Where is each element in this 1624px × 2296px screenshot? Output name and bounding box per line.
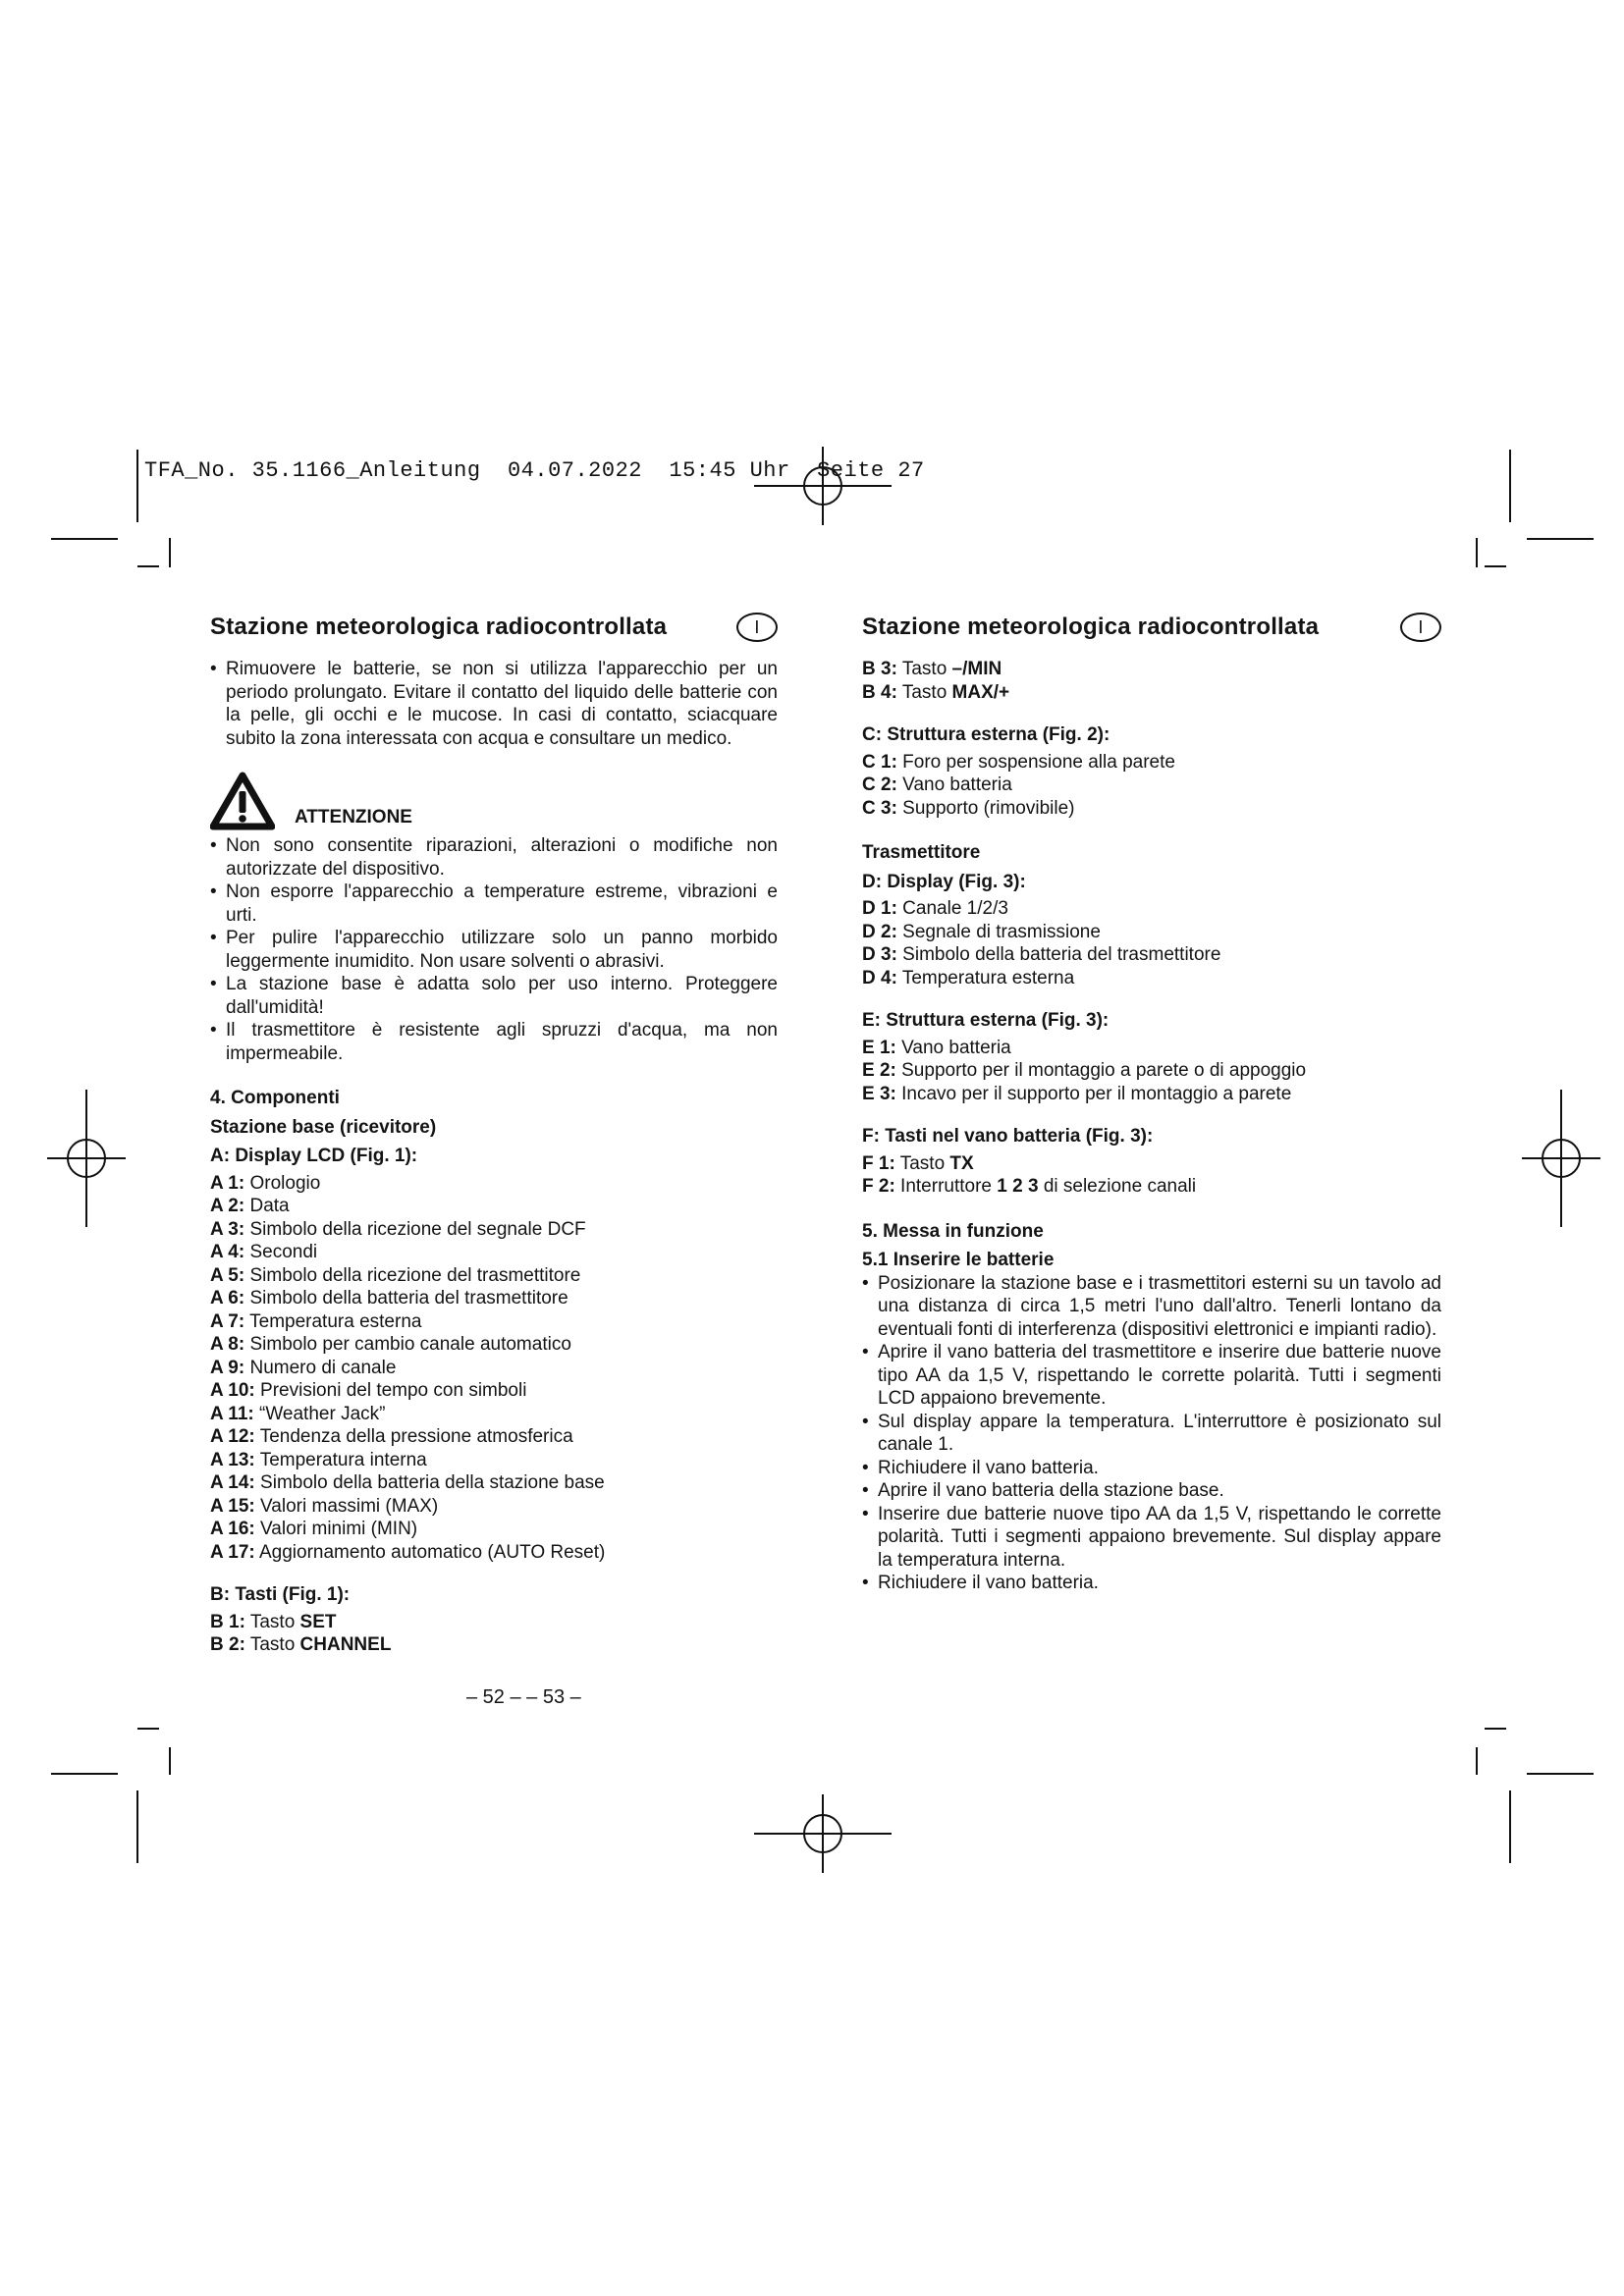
item-text: Temperatura esterna [244, 1310, 422, 1332]
item-text: Simbolo per cambio canale automatico [244, 1334, 571, 1355]
item-key-name: MAX/+ [951, 681, 1010, 703]
item-code: A 12: [210, 1426, 255, 1447]
item-text: Segnale di trasmissione [896, 921, 1101, 942]
list-item [210, 1425, 778, 1449]
list-item [210, 1195, 778, 1218]
item-code: F 2: [862, 1176, 895, 1197]
item-code: D 3: [862, 944, 897, 965]
item-text: Vano batteria [896, 774, 1012, 795]
list-item [210, 1471, 778, 1495]
item-key-name: TX [949, 1152, 974, 1174]
item-code: B 4: [862, 681, 897, 703]
warning-bullet: • La stazione base è adatta solo per uso interno. Proteggere dall'umidità! [210, 973, 778, 1019]
list-item [862, 1083, 1441, 1106]
subsection-heading-base-station: Stazione base (ricevitore) [210, 1116, 437, 1138]
registration-mark-top [754, 447, 892, 525]
item-code: A 4: [210, 1242, 245, 1262]
item-text: Tasto [244, 1634, 300, 1655]
left-page-column [210, 611, 778, 1657]
item-text: Tasto [244, 1611, 300, 1632]
list-item [210, 1172, 778, 1196]
group-heading-e: E: Struttura esterna (Fig. 3): [862, 1010, 1110, 1031]
list-item [862, 897, 1441, 921]
item-code: A 1: [210, 1172, 245, 1194]
item-text-tail: di selezione canali [1038, 1176, 1197, 1197]
item-text: Temperatura esterna [896, 967, 1075, 988]
item-text: Supporto per il montaggio a parete o di appoggio [895, 1060, 1307, 1081]
list-item [862, 774, 1441, 797]
item-code: C 2: [862, 774, 897, 795]
crop-mark-bottom-right-tick-v [1476, 1747, 1478, 1775]
setup-bullet: • Inserire due batterie nuove tipo AA da 1,5 V, rispettando le corrette polarità. Tutti i segmenti appaiono brevemente. Sul display appare la temperatura interna. [862, 1503, 1441, 1573]
item-code: E 2: [862, 1060, 896, 1081]
item-code: C 3: [862, 797, 897, 819]
list-item [210, 1449, 778, 1472]
item-text: Tasto [896, 659, 952, 679]
group-heading-a: A: Display LCD (Fig. 1): [210, 1146, 418, 1166]
list-item [862, 921, 1441, 944]
page-title-right-text: Stazione meteorologica radiocontrollata [862, 614, 1320, 640]
list-item [862, 658, 1441, 681]
item-text: Simbolo della batteria del trasmettitore [896, 944, 1221, 965]
registration-mark-right [1522, 1090, 1600, 1227]
list-item [210, 1379, 778, 1403]
crop-mark-top-left-tick [169, 538, 171, 567]
item-code: A 3: [210, 1218, 245, 1240]
warning-label: ATTENZIONE [295, 806, 412, 828]
language-badge-right: I [1400, 613, 1441, 642]
item-code: A 11: [210, 1403, 254, 1424]
item-code: A 14: [210, 1472, 255, 1493]
item-code: A 6: [210, 1288, 245, 1308]
item-code: B 3: [862, 659, 897, 679]
item-text: Canale 1/2/3 [896, 898, 1008, 919]
crop-mark-top-right-h [1527, 538, 1594, 540]
item-text: Simbolo della ricezione del trasmettitore [244, 1264, 581, 1286]
item-text: Simbolo della ricezione del segnale DCF [244, 1218, 586, 1240]
item-key-name: 1 2 3 [997, 1176, 1039, 1197]
list-item [210, 1218, 778, 1242]
item-text: Simbolo della batteria della stazione base [254, 1472, 605, 1493]
item-code: B 2: [210, 1634, 245, 1655]
list-item [862, 797, 1441, 821]
item-code: A 9: [210, 1357, 245, 1378]
group-heading-f: F: Tasti nel vano batteria (Fig. 3): [862, 1126, 1154, 1147]
crop-mark-top-right-tick [1476, 538, 1478, 567]
setup-bullet: • Richiudere il vano batteria. [862, 1572, 1441, 1595]
item-code: D 1: [862, 898, 897, 919]
item-text: Tasto [894, 1152, 950, 1174]
item-text: Aggiornamento automatico (AUTO Reset) [254, 1541, 606, 1563]
page-title-left [210, 611, 778, 644]
heading-transmitter: Trasmettitore [862, 842, 981, 863]
list-item [210, 1495, 778, 1519]
crop-mark-bottom-left-tick [137, 1728, 159, 1730]
list-item [210, 1264, 778, 1288]
crop-mark-top-left-v [136, 450, 138, 522]
warning-bullet: • Non sono consentite riparazioni, alterazioni o modifiche non autorizzate del dispositivo. [210, 834, 778, 881]
item-text: Data [244, 1196, 290, 1216]
item-text: Tendenza della pressione atmosferica [254, 1426, 573, 1447]
item-code: A 2: [210, 1196, 245, 1216]
setup-bullet: • Richiudere il vano batteria. [862, 1457, 1441, 1480]
group-heading-b: B: Tasti (Fig. 1): [210, 1584, 351, 1605]
item-text: “Weather Jack” [253, 1403, 386, 1424]
crop-mark-bottom-right-h [1527, 1773, 1594, 1775]
item-text: Supporto (rimovibile) [896, 797, 1075, 819]
list-item [210, 1541, 778, 1565]
item-code: A 8: [210, 1334, 245, 1355]
registration-mark-left [47, 1090, 126, 1227]
list-item [210, 1287, 778, 1310]
warning-bullet: • Per pulire l'apparecchio utilizzare solo un panno morbido leggermente inumidito. Non usare solventi o abrasivi. [210, 927, 778, 973]
group-a-list [210, 1172, 778, 1565]
item-code: A 7: [210, 1310, 245, 1332]
section-heading-components: 4. Componenti [210, 1088, 340, 1108]
item-text: Numero di canale [244, 1357, 397, 1378]
crop-mark-top-right-tick2 [1485, 565, 1506, 567]
registration-mark-bottom [754, 1794, 892, 1873]
list-item [862, 1175, 1441, 1199]
warning-bullet: • Il trasmettitore è resistente agli spruzzi d'acqua, ma non impermeabile. [210, 1019, 778, 1065]
list-item [210, 1357, 778, 1380]
item-text: Tasto [896, 681, 952, 703]
print-header: TFA_No. 35.1166_Anleitung 04.07.2022 15:45 Uhr Seite 27 [144, 458, 925, 483]
item-key-name: CHANNEL [299, 1634, 392, 1655]
item-code: E 3: [862, 1083, 896, 1104]
item-code: A 10: [210, 1380, 255, 1401]
list-item [862, 1152, 1441, 1176]
list-item [862, 681, 1441, 705]
list-item [210, 1518, 778, 1541]
crop-mark-top-left-tick2 [137, 565, 159, 567]
page-numbers: – 52 – – 53 – [466, 1686, 581, 1708]
item-text: Valori massimi (MAX) [254, 1495, 439, 1517]
list-item [862, 751, 1441, 774]
list-item [210, 1333, 778, 1357]
setup-bullet: • Sul display appare la temperatura. L'interruttore è posizionato sul canale 1. [862, 1411, 1441, 1457]
group-heading-c: C: Struttura esterna (Fig. 2): [862, 724, 1110, 745]
list-item [862, 967, 1441, 990]
item-text: Incavo per il supporto per il montaggio a parete [895, 1083, 1292, 1104]
item-code: A 5: [210, 1264, 245, 1286]
group-heading-d: D: Display (Fig. 3): [862, 871, 1026, 892]
item-code: D 4: [862, 967, 897, 988]
language-badge-left: I [736, 613, 778, 642]
item-code: D 2: [862, 921, 897, 942]
item-text: Orologio [244, 1172, 321, 1194]
item-text: Temperatura interna [254, 1449, 427, 1470]
item-code: E 1: [862, 1037, 896, 1058]
setup-bullet: • Aprire il vano batteria della stazione base. [862, 1479, 1441, 1503]
crop-mark-bottom-left-tick-v [169, 1747, 171, 1775]
item-code: A 16: [210, 1519, 255, 1539]
item-text: Vano batteria [895, 1037, 1011, 1058]
item-key-name: SET [299, 1611, 337, 1632]
item-text: Previsioni del tempo con simboli [254, 1380, 527, 1401]
item-text: Secondi [244, 1242, 318, 1262]
item-text: Foro per sospensione alla parete [896, 751, 1175, 773]
item-code: B 1: [210, 1611, 245, 1632]
item-key-name: –/MIN [951, 659, 1002, 679]
list-item [210, 1310, 778, 1334]
page-title-left-text: Stazione meteorologica radiocontrollata [210, 614, 668, 640]
subsection-heading-batteries: 5.1 Inserire le batterie [862, 1250, 1055, 1270]
crop-mark-bottom-right-v [1509, 1790, 1511, 1863]
item-code: A 15: [210, 1495, 255, 1517]
page-title-right [862, 611, 1441, 644]
warning-header [210, 772, 778, 830]
crop-mark-bottom-left-v [136, 1790, 138, 1863]
list-item [210, 1241, 778, 1264]
warning-triangle-icon [210, 772, 275, 830]
item-text: Simbolo della batteria del trasmettitore [244, 1288, 568, 1308]
warning-bullet: • Non esporre l'apparecchio a temperature estreme, vibrazioni e urti. [210, 881, 778, 927]
intro-bullet: • Rimuovere le batterie, se non si utilizza l'apparecchio per un periodo prolungato. Evitare il contatto del liquido delle batterie con la pelle, gli occhi e le mucose. In casi di contatto, sciacquare subito la zona interessata con acqua e consultare un medico. [210, 658, 778, 750]
crop-mark-bottom-right-tick [1485, 1728, 1506, 1730]
list-item [862, 1037, 1441, 1060]
item-text: Valori minimi (MIN) [254, 1519, 418, 1539]
item-text: Interruttore [894, 1176, 998, 1197]
crop-mark-top-right-v [1509, 450, 1511, 522]
list-item [210, 1611, 778, 1634]
list-item [210, 1633, 778, 1657]
list-item [862, 943, 1441, 967]
setup-bullet: • Aprire il vano batteria del trasmettitore e inserire due batterie nuove tipo AA da 1,5 V, rispettando le corrette polarità. Tutti i segmenti LCD appaiono brevemente. [862, 1341, 1441, 1411]
section-heading-setup: 5. Messa in funzione [862, 1220, 1044, 1242]
item-code: C 1: [862, 751, 897, 773]
right-page-column [862, 611, 1441, 1595]
list-item [862, 1059, 1441, 1083]
item-code: F 1: [862, 1152, 895, 1174]
item-code: A 17: [210, 1541, 255, 1563]
crop-mark-bottom-left-h [51, 1773, 118, 1775]
list-item [210, 1403, 778, 1426]
item-code: A 13: [210, 1449, 255, 1470]
setup-bullet: • Posizionare la stazione base e i trasmettitori esterni su un tavolo ad una distanza di circa 1,5 metri l'uno dall'altro. Tenerli lontano da eventuali fonti di interferenza (dispositivi elettronici e impianti radio). [862, 1272, 1441, 1342]
crop-mark-top-left-h [51, 538, 118, 540]
